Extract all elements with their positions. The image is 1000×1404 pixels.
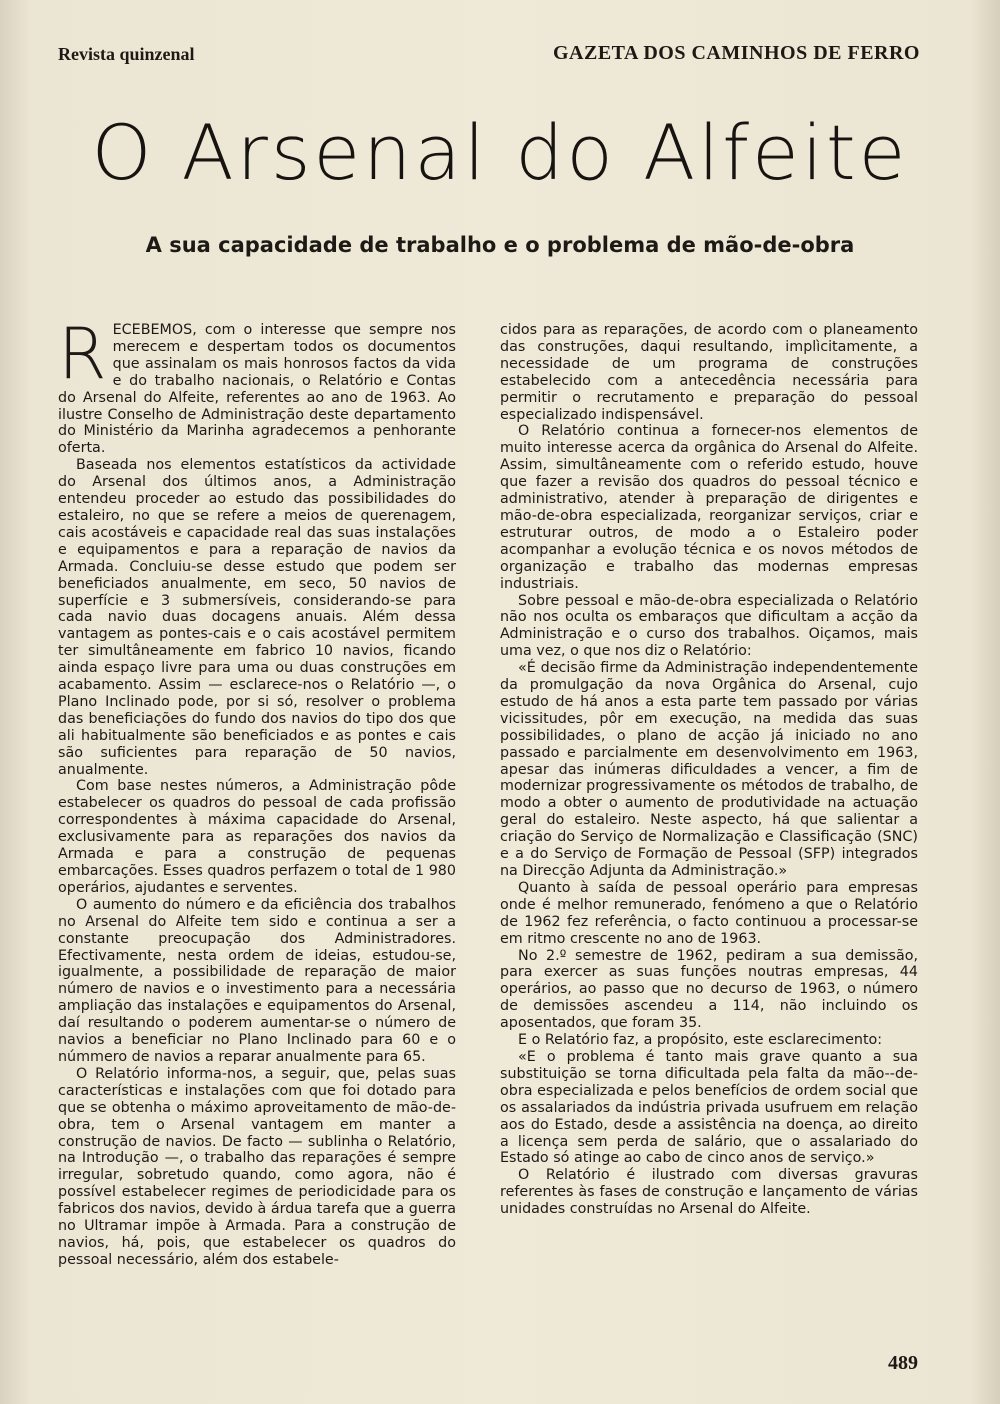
- header-right: GAZETA DOS CAMINHOS DE FERRO: [552, 42, 920, 64]
- paragraph: O aumento do número e da eficiência dos trabalhos no Arsenal do Alfeite tem sido e continua a ser a constante preocupação dos Administradores. Efectivamente, nesta ordem de ideias, estudou-se, igualmente, a possibilidade de reparação de maior número de navios e o investimento para a necessária ampliação das instalações e equipamentos do Arsenal, daí resultando o poderem aumentar-se o número de navios a beneficiar no Plano Inclinado para 60 e o númmero de navios a reparar anualmente para 65.: [58, 896, 456, 1065]
- article-title: O Arsenal do Alfeite: [91, 108, 909, 197]
- page-number: 489: [888, 1352, 918, 1374]
- paragraph: O Relatório é ilustrado com diversas gravuras referentes às fases de construção e lançamento de várias unidades construídas no Arsenal do Alfeite.: [500, 1167, 918, 1218]
- quote-paragraph: «É decisão firme da Administração independentemente da promulgação da nova Orgânica do Arsenal, cujo estudo de há anos a esta parte tem passado por várias vicissitudes, pôr em execução, na medida das suas possibilidades, o plano de acção já iniciado no ano passado e parcialmente em desenvolvimento em 1963, apesar das inúmeras dificuldades a vencer, a fim de modernizar progressivamente os métodos de trabalho, de modo a obter o aumento de produtividade na actuação geral do estaleiro. Neste aspecto, há que salientar a criação do Serviço de Normalização e Classificação (SNC) e a do Serviço de Formação de Pessoal (SFP) integrados na Direcção Adjunta da Administração.»: [500, 660, 918, 879]
- paragraph: No 2.º semestre de 1962, pediram a sua demissão, para exercer as suas funções noutras empresas, 44 operários, ao passo que no decurso de 1963, o número de demissões ascendeu a 114, não incluindo os aposentados, que foram 35.: [500, 947, 918, 1032]
- paragraph: Quanto à saída de pessoal operário para empresas onde é melhor remunerado, fenómeno a que o Relatório de 1962 fez referência, o facto continuou a processar-se em ritmo crescente no ano de 1963.: [500, 879, 918, 947]
- paragraph: O Relatório continua a fornecer-nos elementos de muito interesse acerca da orgânica do Arsenal do Alfeite. Assim, simultâneamente com o referido estudo, houve que fazer a revisão dos quadros do pessoal técnico e administrativo, atender à preparação de dirigentes e mão-de-obra especializada, reorganizar serviços, criar e estruturar outros, de modo a o Estaleiro poder acompanhar a evolução técnica e os novos métodos de organização e trabalho das modernas empresas industriais.: [500, 423, 918, 592]
- header-left: Revista quinzenal: [58, 44, 195, 64]
- dropcap: R: [58, 313, 107, 395]
- left-column: [58, 313, 456, 1269]
- quote-paragraph: «E o problema é tanto mais grave quanto a sua substituição se torna dificultada pela falta da mão--de-obra especializada e pelos benefícios de ordem social que os assalariados da indústria privada usufruem em relação aos do Estado, desde a assistência na doença, ao direito a licença sem perda de salário, que o assalariado do Estado só atinge ao cabo de cinco anos de serviço.»: [500, 1048, 918, 1167]
- paragraph: E o Relatório faz, a propósito, este esclarecimento:: [518, 1032, 883, 1049]
- paragraph: Sobre pessoal e mão-de-obra especializada o Relatório não nos oculta os embaraços que dificultam a acção da Administração e o curso dos trabalhos. Oiçamos, mais uma vez, o que nos diz o Relatório:: [500, 592, 918, 660]
- paragraph: O Relatório informa-nos, a seguir, que, pelas suas características e instalações com que foi dotado para que se obtenha o máximo aproveitamento de mão-de-obra, tem o Arsenal vantagem em manter a construção de navios. De facto — sublinha o Relatório, na Introdução —, o trabalho das reparações é sempre irregular, sobretudo quando, como agora, não é possível estabelecer regimes de periodicidade para os fabricos dos navios, devido à árdua tarefa que a guerra no Ultramar impõe à Armada. Para a construção de navios, há, pois, que estabelecer os quadros do pessoal necessário, além dos estabele-: [58, 1065, 456, 1268]
- paragraph: RECEBEMOS, com o interesse que sempre nos merecem e despertam todos os documentos que assinalam os mais honrosos factos da vida e do trabalho nacionais, o Relatório e Contas do Arsenal do Alfeite, referentes ao ano de 1963. Ao ilustre Conselho de Administração deste departamento do Ministério da Marinha agradecemos a penhorante oferta.: [58, 313, 456, 457]
- paragraph: cidos para as reparações, de acordo com o planeamento das construções, daqui resultando, implìcitamente, a necessidade de um programa de construções estabelecido com a antecedência necessária para permitir o recrutamento e preparação do pessoal especializado indispensável.: [500, 322, 918, 423]
- article-subtitle: A sua capacidade de trabalho e o problema de mão-de-obra: [145, 233, 855, 257]
- paragraph: Baseada nos elementos estatísticos da actividade do Arsenal dos últimos anos, a Administração entendeu proceder ao estudo das possibilidades do estaleiro, no que se refere a meios de querenagem, cais acostáveis e capacidade real das suas instalações e equipamentos e para a reparação de navios da Armada. Concluiu-se desse estudo que podem ser beneficiados anualmente, em seco, 50 navios de superfície e 3 submersíveis, considerando-se para cada navio duas docagens anuais. Além dessa vantagem as pontes-cais e o cais acostável permitem ter simultâneamente em fabrico 10 navios, ficando ainda espaço livre para uma ou duas construções em acabamento. Assim — esclarece-nos o Relatório —, o Plano Inclinado pode, por si só, resolver o problema das beneficiações do fundo dos navios do tipo dos que ali habitualmente são beneficiados e as pontes e cais são suficientes para reparação de 50 navios, anualmente.: [58, 457, 456, 778]
- right-column: [500, 322, 918, 1218]
- paragraph: Com base nestes números, a Administração pôde estabelecer os quadros do pessoal de cada profissão correspondentes à máxima capacidade do Arsenal, exclusivamente para as reparações dos navios da Armada e para a construção de pequenas embarcações. Esses quadros perfazem o total de 1 980 operários, ajudantes e serventes.: [58, 778, 456, 896]
